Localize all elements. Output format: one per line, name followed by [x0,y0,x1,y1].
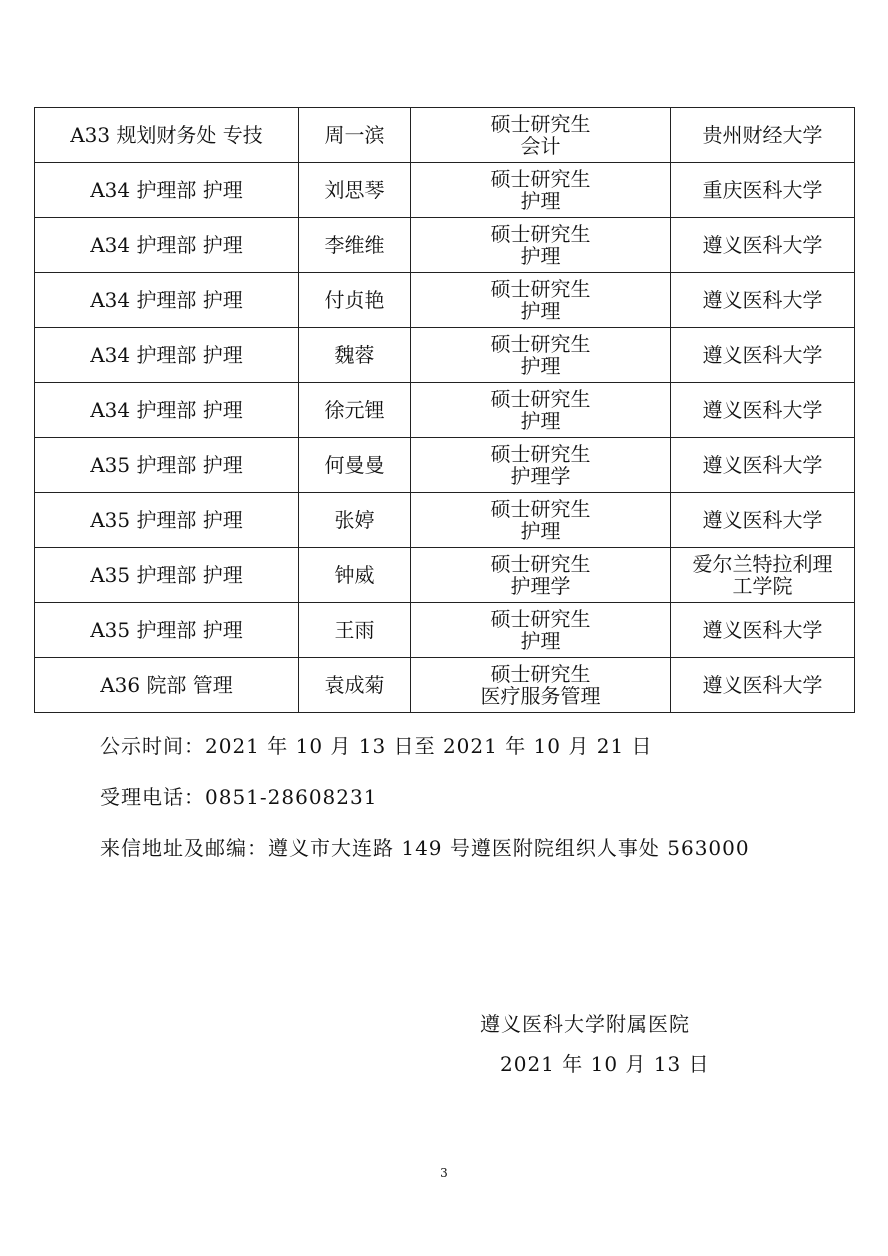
major-text: 会计 [520,134,561,158]
table-row [35,328,855,383]
table-row [35,548,855,603]
degree-text: 硕士研究生 [490,442,591,466]
school-cell [671,328,855,383]
table-row [35,493,855,548]
school-cell [671,218,855,273]
position-cell: A33 规划财务处 专技 [35,108,299,163]
name-cell: 钟威 [299,548,411,603]
table-row [35,108,855,163]
name-cell: 王雨 [299,603,411,658]
degree-text: 硕士研究生 [490,112,591,136]
position-cell: A34 护理部 护理 [35,163,299,218]
table-row [35,273,855,328]
major-text: 护理 [520,409,561,433]
degree-text: 硕士研究生 [490,387,591,411]
school-text: 重庆医科大学 [702,178,823,202]
roster-table [34,107,855,713]
position-cell: A35 护理部 护理 [35,493,299,548]
page-number: 3 [440,1166,448,1180]
school-text: 工学院 [732,574,793,598]
education-cell [411,108,671,163]
table-row [35,603,855,658]
signature-date: 2021 年 10 月 13 日 [500,1052,710,1076]
name-cell: 袁成菊 [299,658,411,713]
position-cell: A34 护理部 护理 [35,328,299,383]
table-row [35,383,855,438]
education-cell [411,548,671,603]
education-cell [411,493,671,548]
major-text: 护理 [520,519,561,543]
position-cell: A34 护理部 护理 [35,218,299,273]
name-cell: 周一滨 [299,108,411,163]
school-text: 遵义医科大学 [702,233,823,257]
degree-text: 硕士研究生 [490,332,591,356]
degree-text: 硕士研究生 [490,552,591,576]
major-text: 护理 [520,354,561,378]
name-cell: 李维维 [299,218,411,273]
name-cell: 付贞艳 [299,273,411,328]
school-cell [671,493,855,548]
school-cell [671,548,855,603]
major-text: 医疗服务管理 [480,684,601,708]
school-text: 爱尔兰特拉利理 [692,552,833,576]
name-cell: 张婷 [299,493,411,548]
school-cell [671,383,855,438]
notice-phone: 受理电话：0851-28608231 [100,785,378,809]
name-cell: 何曼曼 [299,438,411,493]
table-row [35,218,855,273]
school-text: 遵义医科大学 [702,398,823,422]
education-cell [411,658,671,713]
school-text: 贵州财经大学 [702,123,823,147]
position-cell: A34 护理部 护理 [35,273,299,328]
degree-text: 硕士研究生 [490,222,591,246]
school-cell [671,603,855,658]
degree-text: 硕士研究生 [490,497,591,521]
degree-text: 硕士研究生 [490,662,591,686]
position-cell: A35 护理部 护理 [35,438,299,493]
school-text: 遵义医科大学 [702,618,823,642]
name-cell: 徐元锂 [299,383,411,438]
education-cell [411,218,671,273]
school-text: 遵义医科大学 [702,508,823,532]
table-row [35,163,855,218]
school-cell [671,438,855,493]
education-cell [411,273,671,328]
position-cell: A35 护理部 护理 [35,603,299,658]
position-cell: A34 护理部 护理 [35,383,299,438]
school-cell [671,658,855,713]
school-cell [671,108,855,163]
degree-text: 硕士研究生 [490,167,591,191]
degree-text: 硕士研究生 [490,607,591,631]
school-cell [671,163,855,218]
education-cell [411,383,671,438]
school-text: 遵义医科大学 [702,288,823,312]
name-cell: 魏蓉 [299,328,411,383]
education-cell [411,328,671,383]
signature-organization: 遵义医科大学附属医院 [480,1012,690,1036]
school-cell [671,273,855,328]
major-text: 护理学 [510,574,571,598]
name-cell: 刘思琴 [299,163,411,218]
education-cell [411,163,671,218]
table-row [35,438,855,493]
notice-address: 来信地址及邮编：遵义市大连路 149 号遵医附院组织人事处 563000 [100,836,750,860]
position-cell: A35 护理部 护理 [35,548,299,603]
school-text: 遵义医科大学 [702,343,823,367]
education-cell [411,603,671,658]
major-text: 护理 [520,299,561,323]
major-text: 护理 [520,629,561,653]
education-cell [411,438,671,493]
school-text: 遵义医科大学 [702,673,823,697]
table-row [35,658,855,713]
notice-period: 公示时间：2021 年 10 月 13 日至 2021 年 10 月 21 日 [100,734,653,758]
major-text: 护理 [520,244,561,268]
position-cell: A36 院部 管理 [35,658,299,713]
major-text: 护理学 [510,464,571,488]
roster-table-body [35,108,855,713]
school-text: 遵义医科大学 [702,453,823,477]
degree-text: 硕士研究生 [490,277,591,301]
major-text: 护理 [520,189,561,213]
